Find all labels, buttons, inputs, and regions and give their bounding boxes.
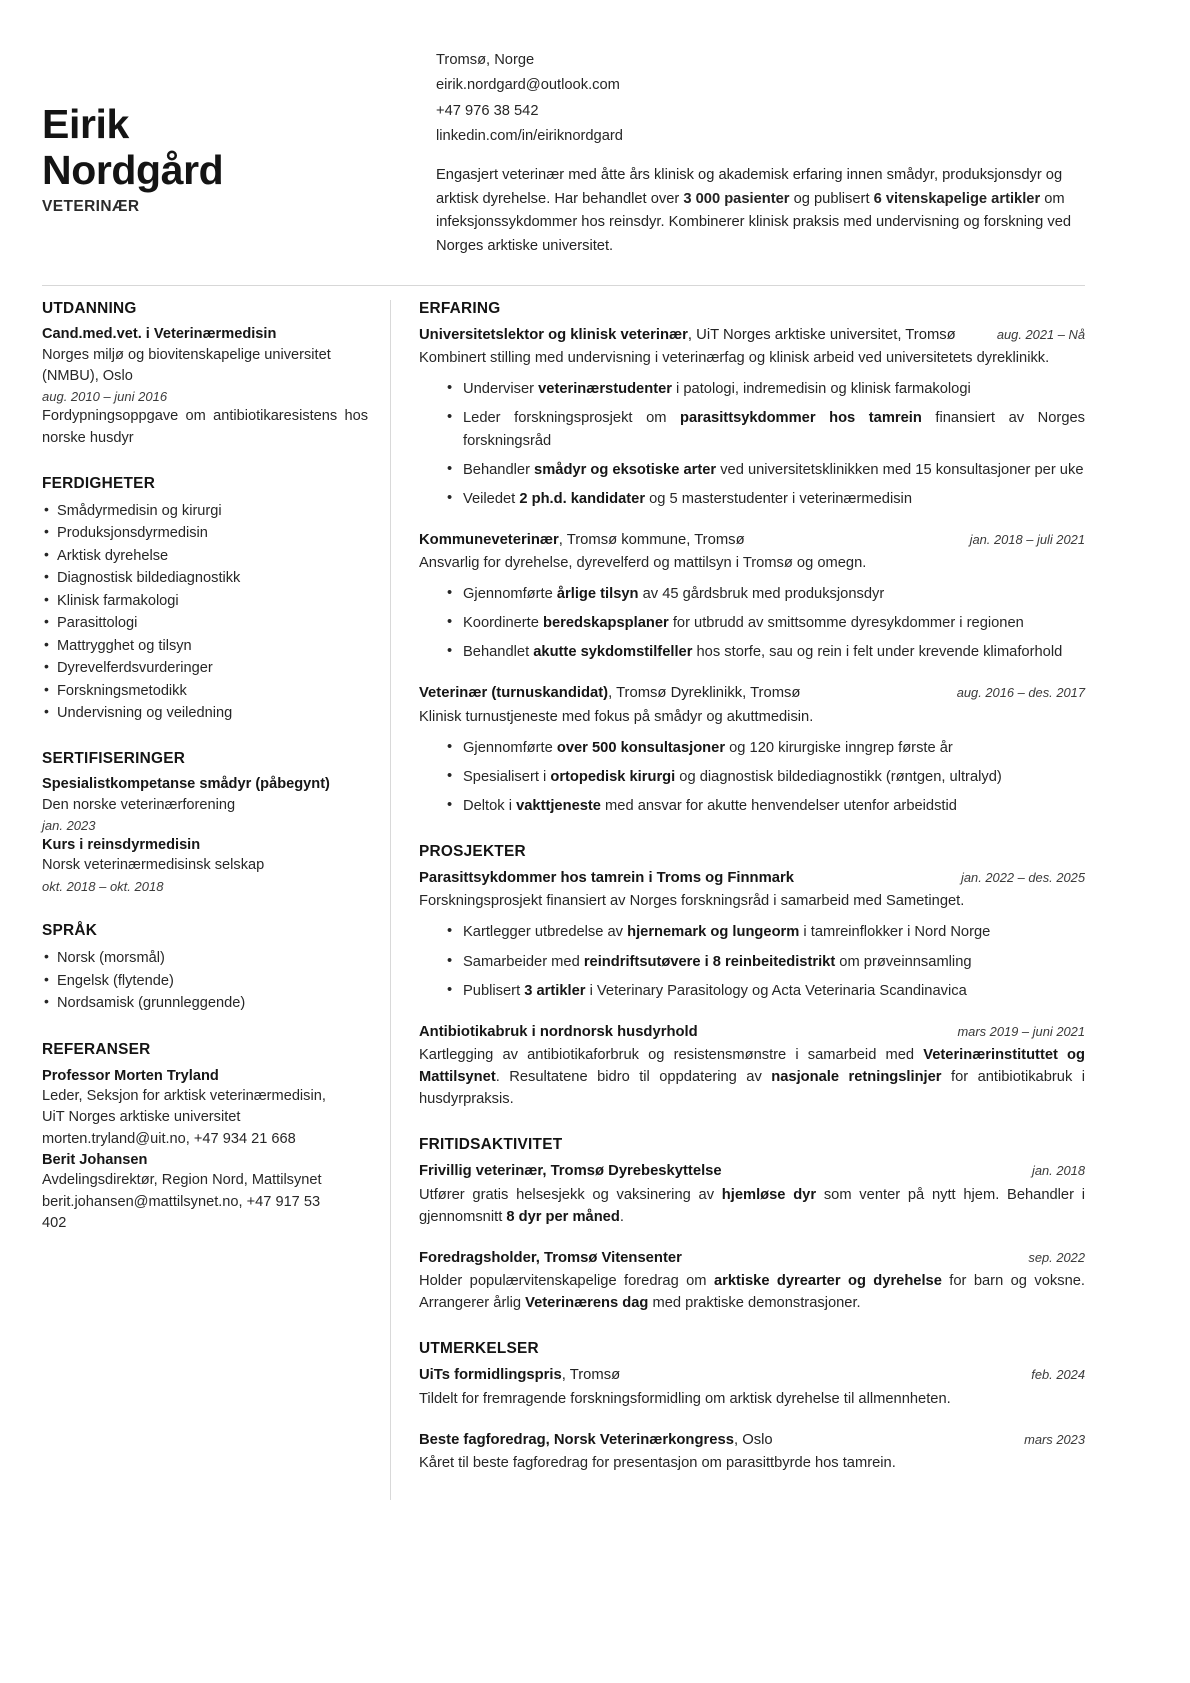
- entry-date: aug. 2021 – Nå: [996, 326, 1085, 342]
- reference-line: UiT Norges arktiske universitet: [42, 1109, 241, 1126]
- experience-job-list: [419, 325, 1085, 817]
- section-projects: [419, 843, 1085, 1110]
- entry-date: jan. 2018: [1031, 1163, 1085, 1179]
- entry-bullet: • Publisert 3 artikler i Veterinary Parasitology og Acta Veterinaria Scandinavica: [447, 980, 1085, 1002]
- list-item: • Produksjonsdyrmedisin: [42, 522, 368, 544]
- entry-bullet: • Underviser veterinærstudenter i patologi, indremedisin og klinisk farmakologi: [447, 378, 1085, 400]
- entry-date: mars 2023: [1024, 1431, 1085, 1447]
- entry-date: feb. 2024: [1031, 1367, 1085, 1383]
- section-skills: [42, 475, 368, 725]
- certification-name: Kurs i reinsdyrmedisin: [42, 836, 201, 853]
- section-title-languages: SPRÅK: [42, 922, 98, 940]
- section-title-projects: PROSJEKTER: [419, 842, 526, 860]
- entry-heading: Parasittsykdommer hos tamrein i Troms og Finnmark: [419, 869, 794, 886]
- entry-header: [419, 683, 1085, 704]
- entry-heading: Beste fagforedrag, Norsk Veterinærkongress, Oslo: [419, 1431, 773, 1448]
- header-identity: [42, 42, 412, 216]
- main-content: [390, 300, 1085, 1500]
- entry-heading: UiTs formidlingspris, Tromsø: [419, 1367, 621, 1384]
- section-title-certifications: SERTIFISERINGER: [42, 750, 186, 768]
- skills-list: [42, 500, 368, 725]
- entry-header: [419, 530, 1085, 551]
- entry-header: [419, 325, 1085, 346]
- reference-item: [42, 1066, 368, 1150]
- list-item: • Diagnostisk bildediagnostikk: [42, 567, 368, 589]
- entry-date: mars 2019 – juni 2021: [957, 1023, 1085, 1039]
- entry-bullet: • Veiledet 2 ph.d. kandidater og 5 masterstudenter i veterinærmedisin: [447, 488, 1085, 510]
- section-education: [42, 300, 368, 449]
- list-item: • Forskningsmetodikk: [42, 680, 368, 702]
- entry-bullet-list: [419, 737, 1085, 817]
- entry-bullet: • Koordinerte beredskapsplaner for utbrudd av smittsomme dyresykdommer i regionen: [447, 612, 1085, 634]
- section-awards: [419, 1340, 1085, 1474]
- section-title-awards: UTMERKELSER: [419, 1340, 539, 1358]
- list-item: • Undervisning og veiledning: [42, 702, 368, 724]
- entry-block: [419, 1430, 1085, 1475]
- entry-header: [419, 1022, 1085, 1043]
- list-item: • Arktisk dyrehelse: [42, 545, 368, 567]
- resume-body: [42, 300, 1085, 1500]
- resume-header: [42, 42, 1085, 277]
- entry-description: Utfører gratis helsesjekk og vaksinering av hjemløse dyr som venter på nytt hjem. Behandler i gjennomsnitt 8 dyr per måned.: [419, 1186, 1086, 1225]
- entry-block: [419, 1022, 1085, 1111]
- entry-bullet: • Behandler smådyr og eksotiske arter ved universitetsklinikken med 15 konsultasjoner per uke: [447, 459, 1085, 481]
- page-title: [42, 102, 412, 194]
- reference-contact-cont[interactable]: 402: [42, 1214, 67, 1231]
- entry-header: [419, 1365, 1085, 1386]
- list-item: • Dyrevelferdsvurderinger: [42, 657, 368, 679]
- section-references: [42, 1041, 368, 1234]
- entry-bullet: • Deltok i vakttjeneste med ansvar for akutte henvendelser utenfor arbeidstid: [447, 795, 1085, 817]
- entry-bullet: • Samarbeider med reindriftsutøvere i 8 reinbeitedistrikt om prøveinnsamling: [447, 951, 1085, 973]
- entry-block: [419, 868, 1085, 1002]
- certification-date: okt. 2018 – okt. 2018: [42, 878, 164, 894]
- list-item: • Norsk (morsmål): [42, 947, 368, 969]
- entry-header: [419, 1248, 1085, 1269]
- contact-email[interactable]: eirik.nordgard@outlook.com: [436, 77, 620, 94]
- section-title-experience: ERFARING: [419, 299, 501, 317]
- languages-list: [42, 947, 368, 1014]
- contact-linkedin[interactable]: linkedin.com/in/eiriknordgard: [436, 128, 623, 145]
- education-school-line1: Norges miljø og biovitenskapelige universitet: [42, 346, 331, 363]
- education-school-line2: (NMBU), Oslo: [42, 367, 133, 384]
- reference-contact[interactable]: berit.johansen@mattilsynet.no, +47 917 53: [42, 1193, 321, 1210]
- entry-bullet: • Behandlet akutte sykdomstilfeller hos storfe, sau og rein i felt under krevende klimaforhold: [447, 641, 1085, 663]
- section-title-skills: FERDIGHETER: [42, 474, 156, 492]
- profile-summary: Engasjert veterinær med åtte års klinisk og akademisk erfaring innen smådyr, produksjonsdyr og arktisk dyrehelse. Har behandlet over 3 000 pasienter og publisert 6 vitenskapelige artikler om infeksjonssykdommer hos reinsdyr. Kombinerer klinisk praksis med undervisning og forskning ved Norges arktiske universitet.: [436, 166, 1072, 255]
- entry-block: [419, 1248, 1085, 1315]
- certification-item: [42, 775, 368, 835]
- entry-bullet-list: [419, 583, 1085, 663]
- entry-description: Forskningsprosjekt finansiert av Norges forskningsråd i samarbeid med Sametinget.: [419, 893, 965, 910]
- entry-header: [419, 1161, 1085, 1182]
- list-item: • Smådyrmedisin og kirurgi: [42, 500, 368, 522]
- entry-description: Kartlegging av antibiotikaforbruk og resistensmønstre i samarbeid med Veterinærinstituttet og Mattilsynet. Resultatene bidro til oppdatering av nasjonale retningslinjer for antibiotikabruk i husdyrpraksis.: [419, 1047, 1086, 1108]
- section-title-references: REFERANSER: [42, 1040, 151, 1058]
- entry-block: [419, 683, 1085, 817]
- certification-issuer: Den norske veterinærforening: [42, 797, 236, 814]
- certification-issuer: Norsk veterinærmedisinsk selskap: [42, 857, 265, 874]
- entry-block: [419, 325, 1085, 510]
- entry-bullet: • Gjennomførte årlige tilsyn av 45 gårdsbruk med produksjonsdyr: [447, 583, 1085, 605]
- list-item: • Klinisk farmakologi: [42, 590, 368, 612]
- entry-block: [419, 1365, 1085, 1410]
- entry-heading: Frivillig veterinær, Tromsø Dyrebeskyttelse: [419, 1163, 722, 1180]
- section-experience: [419, 300, 1085, 817]
- last-name: Nordgård: [42, 146, 224, 193]
- list-item: • Mattrygghet og tilsyn: [42, 635, 368, 657]
- section-title-education: UTDANNING: [42, 299, 137, 317]
- entry-description: Kåret til beste fagforedrag for presentasjon om parasittbyrde hos tamrein.: [419, 1455, 896, 1472]
- entry-heading: Veterinær (turnuskandidat), Tromsø Dyreklinikk, Tromsø: [419, 685, 801, 702]
- first-name: Eirik: [42, 101, 129, 147]
- entry-heading: Foredragsholder, Tromsø Vitensenter: [419, 1249, 682, 1266]
- entry-header: [419, 1430, 1085, 1451]
- entry-block: [419, 1161, 1085, 1228]
- award-list: [419, 1365, 1085, 1474]
- entry-bullet: • Kartlegger utbredelse av hjernemark og lungeorm i tamreinflokker i Nord Norge: [447, 921, 1085, 943]
- list-item: • Parasittologi: [42, 612, 368, 634]
- entry-bullet-list: [419, 378, 1085, 509]
- entry-description: Holder populærvitenskapelige foredrag om arktiske dyrearter og dyrehelse for barn og voksne. Arrangerer årlig Veterinærens dag med praktiske demonstrasjoner.: [419, 1273, 1085, 1312]
- certification-name: Spesialistkompetanse smådyr (påbegynt): [42, 776, 330, 793]
- list-item: • Engelsk (flytende): [42, 970, 368, 992]
- entry-date: jan. 2018 – juli 2021: [969, 531, 1085, 547]
- project-list: [419, 868, 1085, 1110]
- entry-bullet: • Spesialisert i ortopedisk kirurgi og diagnostisk bildediagnostikk (røntgen, ultralyd): [447, 766, 1085, 788]
- entry-heading: Kommuneveterinær, Tromsø kommune, Tromsø: [419, 531, 745, 548]
- entry-bullet: • Leder forskningsprosjekt om parasittsykdommer hos tamrein finansiert av Norges forskningsråd: [447, 407, 1085, 451]
- education-note: Fordypningsoppgave om antibiotikaresistens hos norske husdyr: [42, 408, 368, 446]
- education-degree: Cand.med.vet. i Veterinærmedisin: [42, 325, 277, 342]
- education-date: aug. 2010 – juni 2016: [42, 388, 168, 404]
- reference-name: Berit Johansen: [42, 1151, 148, 1168]
- entry-bullet-list: [419, 921, 1085, 1001]
- entry-description: Ansvarlig for dyrehelse, dyrevelferd og mattilsyn i Tromsø og omegn.: [419, 555, 867, 572]
- entry-block: [419, 530, 1085, 664]
- leisure-list: [419, 1161, 1085, 1314]
- entry-heading: Antibiotikabruk i nordnorsk husdyrhold: [419, 1023, 698, 1040]
- list-item: • Nordsamisk (grunnleggende): [42, 992, 368, 1014]
- certification-date: jan. 2023: [42, 818, 96, 834]
- job-role-subtitle: VETERINÆR: [42, 197, 140, 215]
- section-title-leisure: FRITIDSAKTIVITET: [419, 1136, 563, 1154]
- header-contact-block: [412, 42, 1085, 259]
- reference-line: Leder, Seksjon for arktisk veterinærmedisin,: [42, 1088, 326, 1105]
- reference-contact[interactable]: morten.tryland@uit.no, +47 934 21 668: [42, 1130, 296, 1147]
- contact-location: Tromsø, Norge: [436, 52, 535, 68]
- reference-item: [42, 1150, 368, 1234]
- section-languages: [42, 922, 368, 1014]
- section-certifications: [42, 750, 368, 896]
- header-divider: [42, 285, 1085, 286]
- entry-description: Klinisk turnustjeneste med fokus på smådyr og akuttmedisin.: [419, 708, 814, 725]
- reference-line: Avdelingsdirektør, Region Nord, Mattilsynet: [42, 1172, 322, 1189]
- contact-phone[interactable]: +47 976 38 542: [436, 102, 539, 119]
- entry-bullet: • Gjennomførte over 500 konsultasjoner og 120 kirurgiske inngrep første år: [447, 737, 1085, 759]
- certification-item: [42, 836, 368, 896]
- section-leisure: [419, 1136, 1085, 1314]
- entry-date: aug. 2016 – des. 2017: [956, 685, 1085, 701]
- sidebar: [42, 300, 390, 1500]
- entry-date: jan. 2022 – des. 2025: [961, 869, 1085, 885]
- entry-description: Tildelt for fremragende forskningsformidling om arktisk dyrehelse til allmennheten.: [419, 1390, 951, 1407]
- reference-name: Professor Morten Tryland: [42, 1067, 219, 1084]
- entry-description: Kombinert stilling med undervisning i veterinærfag og klinisk arbeid ved universitetets dyreklinikk.: [419, 350, 1050, 367]
- entry-date: sep. 2022: [1028, 1249, 1085, 1265]
- entry-heading: Universitetslektor og klinisk veterinær, UiT Norges arktiske universitet, Tromsø: [419, 326, 956, 343]
- entry-header: [419, 868, 1085, 889]
